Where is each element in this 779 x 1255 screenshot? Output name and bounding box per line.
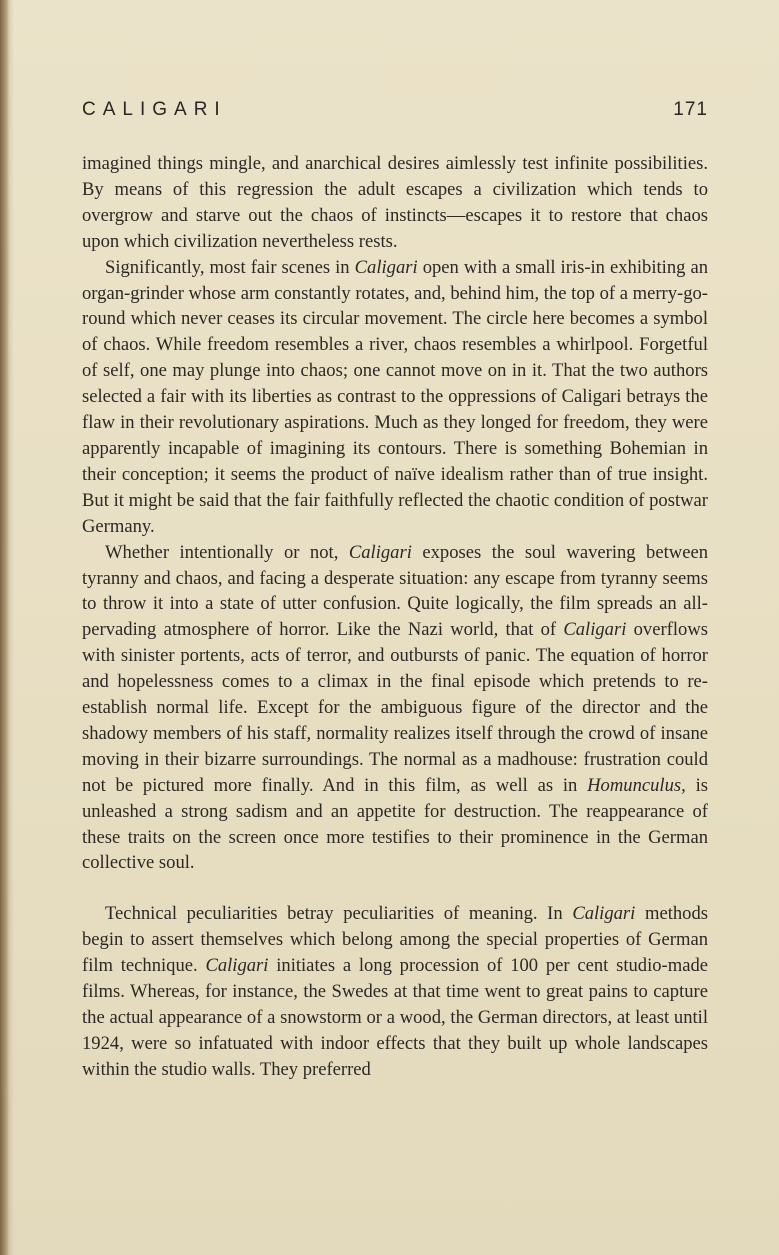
paragraph-4 (82, 901, 708, 1082)
paragraph-4-segment-3: methods begin to assert themselves which belong among the special properties of German film technique. (82, 903, 708, 977)
paragraph-4-segment-1: Technical peculiarities betray peculiarities of meaning. In (105, 903, 573, 925)
paragraph-3-segment-7: is unleashed a strong sadism and an appetite for destruction. The reappearance of these traits on the screen once more testifies to their prominence in the German collective soul. (82, 774, 708, 874)
paragraph-2-segment-1: Significantly, most fair scenes in (105, 256, 355, 278)
paragraph-3 (82, 540, 708, 877)
film-title-caligari: Caligari (572, 903, 636, 925)
film-title-caligari: Caligari (354, 256, 418, 278)
paragraph-2-segment-3: open with a small iris-in exhibiting an organ-grinder whose arm constantly rotates, and, behind him, the top of a merry-go-round which never ceases its circular movement. The circle here becomes a symbol of chaos. While freedom resembles a river, chaos resembles a whirlpool. Forgetful of self, one may plunge into chaos; one cannot move on in it. That the two authors selected a fair with its liberties as contrast to the oppressions of Caligari betrays the flaw in their revolutionary aspirations. Much as they longed for freedom, they were apparently incapable of imagining its contours. There is something Bohemian in their conception; it seems the product of naïve idealism rather than of true insight. But it might be said that the fair faithfully reflected the chaotic condition of postwar Germany. (82, 256, 708, 537)
page-number: 171 (673, 99, 708, 120)
paragraph-3-segment-1: Whether intentionally or not, (105, 541, 349, 563)
paragraph-3-segment-3: exposes the soul wavering between tyranny and chaos, and facing a desperate situation: any escape from tyranny seems to throw it into a state of utter confusion. Quite logically, the film spreads an all-pervading atmosphere of horror. Like the Nazi world, that of (82, 541, 709, 641)
paragraph-4-segment-5: initiates a long procession of 100 per cent studio-made films. Whereas, for instance, the Swedes at that time went to great pains to capture the actual appearance of a snowstorm or a wood, the German directors, at least until 1924, were so infatuated with indoor effects that they built up whole landscapes within the studio walls. They preferred (82, 955, 708, 1080)
paragraph-3-segment-5: overflows with sinister portents, acts of terror, and outbursts of panic. The equation of horror and hopelessness comes to a climax in the final episode which pretends to re-establish normal life. Except for the ambiguous figure of the director and the shadowy members of his staff, normality realizes itself through the crowd of insane moving in their bizarre surroundings. The normal as a madhouse: frustration could not be pictured more finally. And in this film, as well as in (82, 619, 708, 796)
page-header (82, 98, 708, 128)
paragraph-2 (82, 255, 708, 540)
body-text (82, 151, 708, 1083)
film-title-caligari: Caligari (563, 619, 627, 641)
film-title-homunculus: Homunculus, (587, 774, 686, 796)
film-title-caligari: Caligari (348, 541, 412, 563)
paragraph-1 (82, 151, 708, 255)
film-title-caligari: Caligari (205, 955, 269, 977)
paragraph-1-segment-1: imagined things mingle, and anarchical desires aimlessly test infinite possibilities. By means of this regression the adult escapes a civilization which tends to overgrow and starve out the chaos of instincts—escapes it to restore that chaos upon which civilization nevertheless rests. (82, 153, 708, 252)
page-binding-shadow (0, 0, 9, 1255)
running-head: CALIGARI (82, 99, 227, 120)
